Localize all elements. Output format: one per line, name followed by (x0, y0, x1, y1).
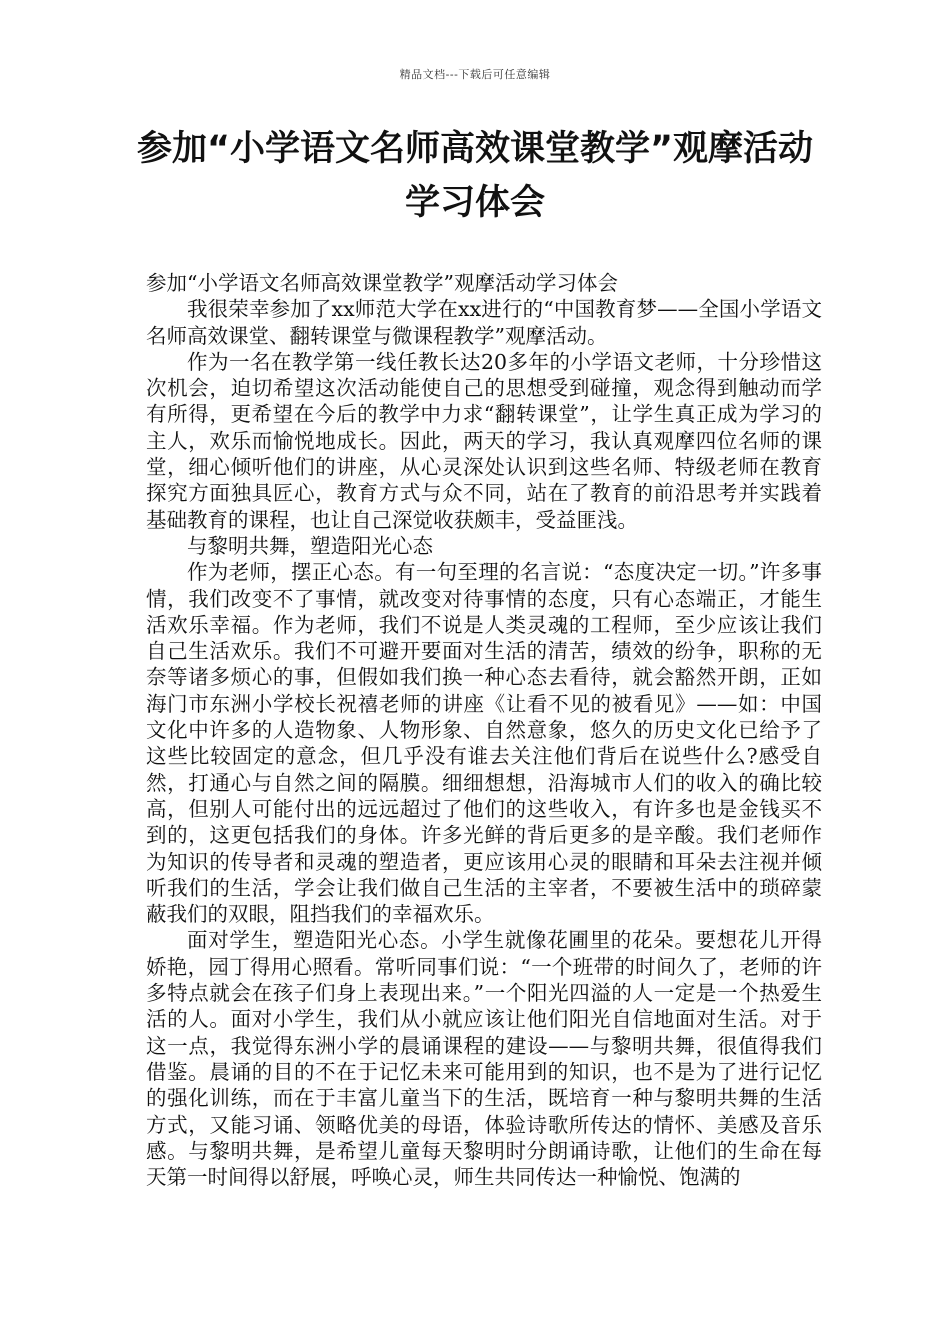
body-paragraph: 作为一名在教学第一线任教长达20多年的小学语文老师，十分珍惜这次机会，迫切希望这次活动能使自己的思想受到碰撞，观念得到触动而学有所得，更希望在今后的教学中力求“翻转课堂”，让学生真正成为学习的主人，欢乐而愉悦地成长。因此，两天的学习，我认真观摩四位名师的课堂，细心倾听他们的讲座，从心灵深处认识到这些名师、特级老师在教育探究方面独具匠心，教育方式与众不同，站在了教育的前沿思考并实践着基础教育的课程，也让自己深觉收获颇丰，受益匪浅。 (146, 349, 822, 532)
body-paragraph: 我很荣幸参加了xx师范大学在xx进行的“中国教育梦——全国小学语文名师高效课堂、翻转课堂与微课程教学”观摩活动。 (146, 297, 822, 348)
body-paragraph: 作为老师，摆正心态。有一句至理的名言说：“态度决定一切。”许多事情，我们改变不了事情，就改变对待事情的态度，只有心态端正，才能生活欢乐幸福。作为老师，我们不说是人类灵魂的工程师，至少应该让我们自己生活欢乐。我们不可避开要面对生活的清苦，绩效的纷争，职称的无奈等诸多烦心的事，但假如我们换一种心态去看待，就会豁然开朗，正如海门市东洲小学校长祝禧老师的讲座《让看不见的被看见》——如：中国文化中许多的人造物象、人物形象、自然意象，悠久的历史文化已给予了这些比较固定的意念，但几乎没有谁去关注他们背后在说些什么?感受自然，打通心与自然之间的隔膜。细细想想，沿海城市人们的收入的确比较高，但别人可能付出的远远超过了他们的这些收入，有许多也是金钱买不到的，这更包括我们的身体。许多光鲜的背后更多的是辛酸。我们老师作为知识的传导者和灵魂的塑造者，更应该用心灵的眼睛和耳朵去注视并倾听我们的生活，学会让我们做自己生活的主宰者，不要被生活中的琐碎蒙蔽我们的双眼，阻挡我们的幸福欢乐。 (146, 560, 822, 927)
header-note: 精品文档---下载后可任意编辑 (399, 68, 551, 81)
section-heading: 与黎明共舞，塑造阳光心态 (187, 533, 433, 558)
body-heading-line: 参加“小学语文名师高效课堂教学”观摩活动学习体会 (146, 271, 618, 295)
body-paragraph: 面对学生，塑造阳光心态。小学生就像花圃里的花朵。要想花儿开得娇艳，园丁得用心照看。常听同事们说：“一个班带的时间久了，老师的许多特点就会在孩子们身上表现出来。”一个阳光四溢的人一定是一个热爱生活的人。面对小学生，我们从小就应该让他们阳光自信地面对生活。对于这一点，我觉得东洲小学的晨诵课程的建设——与黎明共舞，很值得我们借鉴。晨诵的目的不在于记忆未来可能用到的知识，也不是为了进行记忆的强化训练，而在于丰富儿童当下的生活，既培育一种与黎明共舞的生活方式，又能习诵、领略优美的母语，体验诗歌所传达的情怀、美感及音乐感。与黎明共舞，是希望儿童每天黎明时分朗诵诗歌，让他们的生命在每天第一时间得以舒展，呼唤心灵，师生共同传达一种愉悦、饱满的 (146, 928, 822, 1190)
document-title: 参加“小学语文名师高效课堂教学”观摩活动学习体会 (136, 129, 813, 223)
document-body (146, 270, 822, 1190)
